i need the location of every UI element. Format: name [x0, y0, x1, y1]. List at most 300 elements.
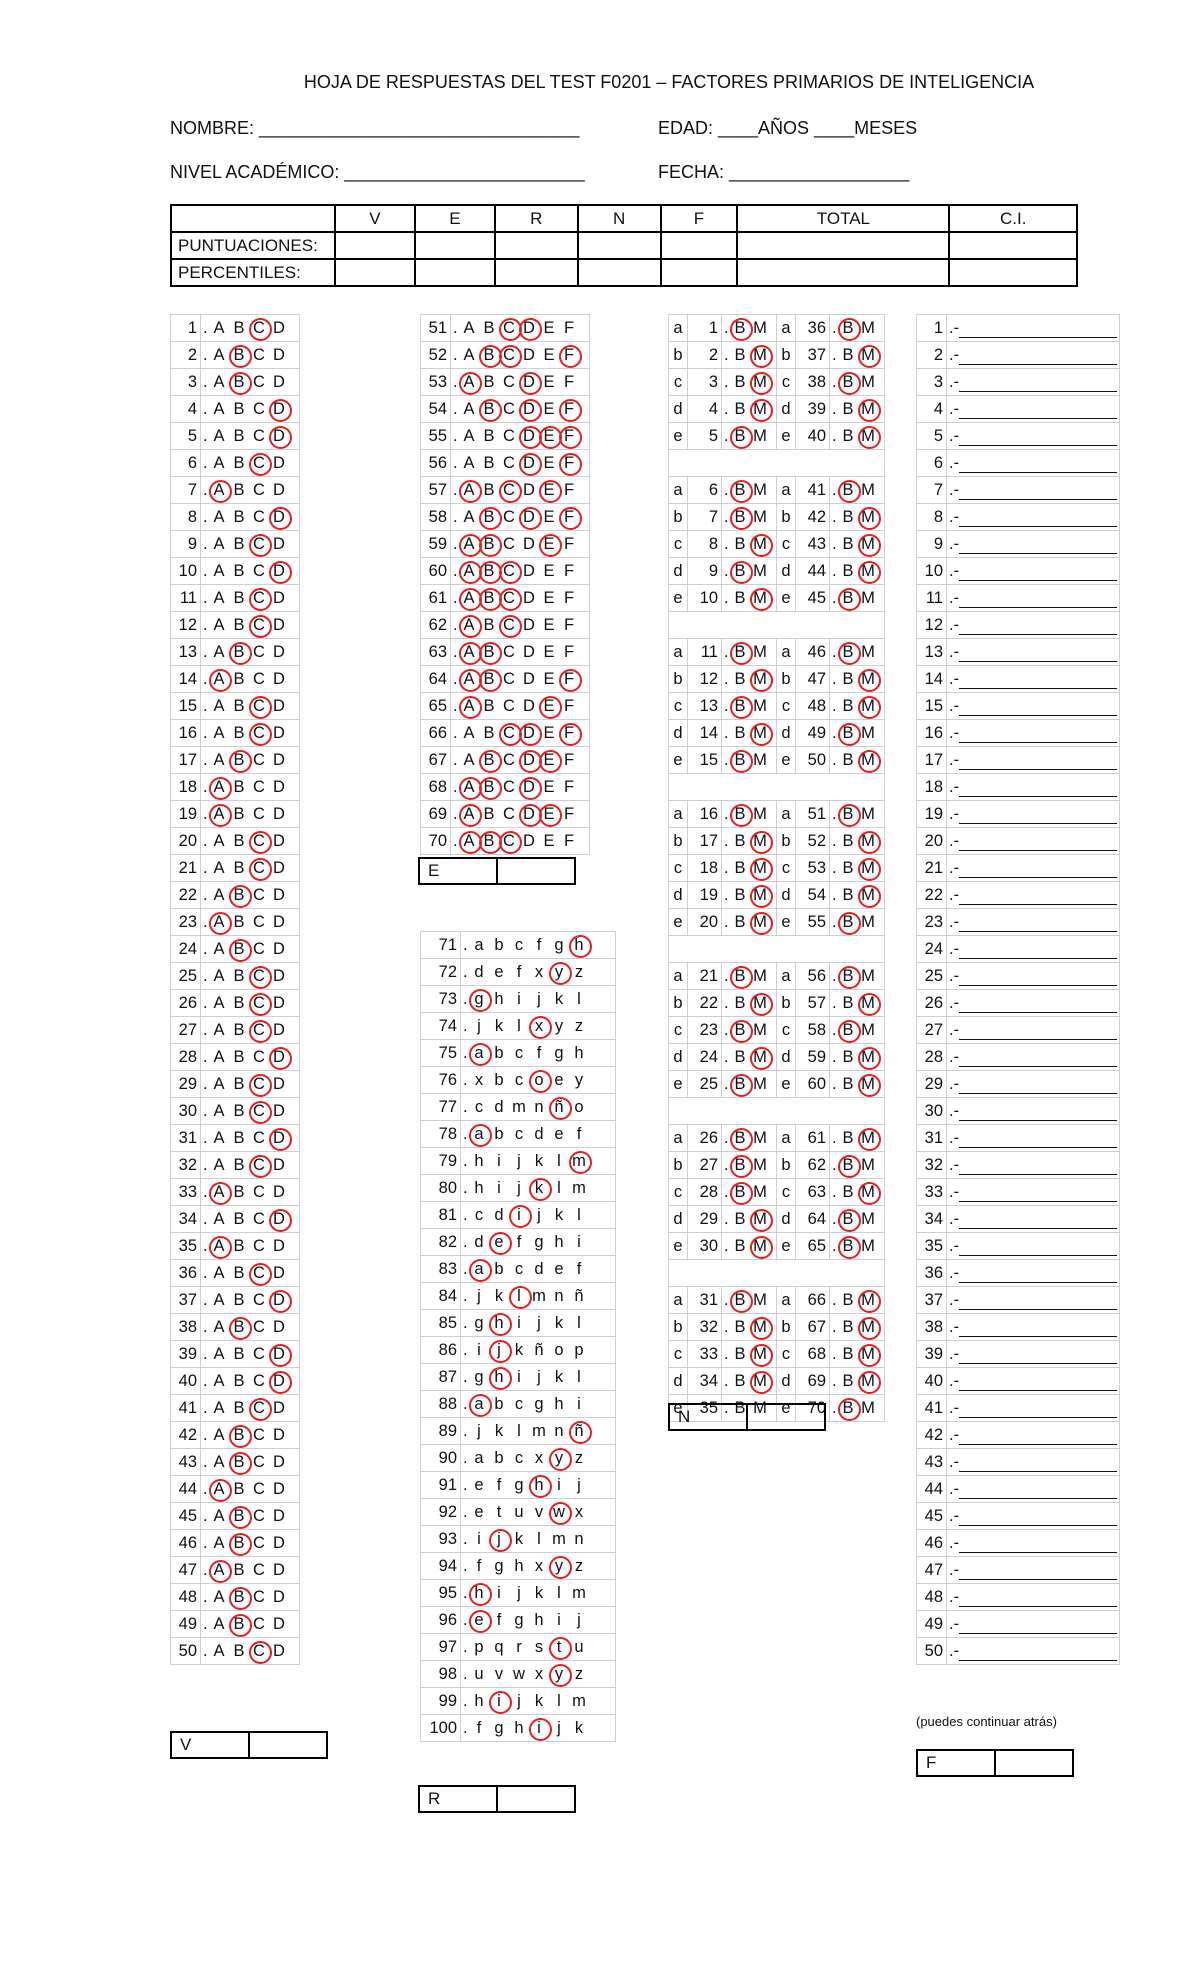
answer-line [959, 1538, 1117, 1553]
answer-option-marked: C [249, 1264, 269, 1283]
answer-option: B [233, 1290, 245, 1309]
answer-option: i [517, 1367, 521, 1386]
answer-option: D [523, 480, 535, 499]
dot: . [203, 1128, 208, 1147]
item-letter: a [669, 315, 688, 342]
answer-options [201, 855, 300, 882]
dot: . [724, 669, 729, 688]
item-letter: d [777, 1368, 796, 1395]
answer-option: D [273, 1020, 285, 1039]
question-number: 38 [796, 369, 830, 396]
table-row [917, 1017, 1120, 1044]
answer-option: x [534, 1556, 544, 1575]
answer-option: A [213, 1614, 225, 1633]
answer-option: D [273, 318, 285, 337]
answer-option: e [474, 1502, 484, 1521]
answer-options [201, 693, 300, 720]
summary-cell [737, 259, 949, 286]
answer-option: e [474, 1475, 484, 1494]
answer-options [830, 882, 885, 909]
dot: . [203, 696, 208, 715]
answer-option: j [517, 1151, 521, 1170]
question-number: 75 [421, 1040, 461, 1067]
table-row [421, 1175, 616, 1202]
dot: . [724, 534, 729, 553]
answer-option-marked: A [209, 778, 229, 797]
answer-option: C [253, 885, 265, 904]
answer-prefix: .- [949, 615, 960, 634]
answer-option-marked: C [499, 319, 519, 338]
dot: . [453, 480, 458, 499]
answer-option: h [554, 1394, 564, 1413]
answer-option: A [213, 966, 225, 985]
dot: . [832, 723, 837, 742]
question-number: 81 [421, 1202, 461, 1229]
answer-prefix: .- [949, 777, 960, 796]
question-number: 94 [421, 1553, 461, 1580]
answer-prefix: .- [949, 1479, 960, 1498]
answer-option: f [536, 935, 542, 954]
dot: . [724, 480, 729, 499]
item-letter: e [777, 1395, 796, 1422]
dot: . [453, 318, 458, 337]
dot: . [203, 1533, 208, 1552]
answer-option: u [474, 1664, 484, 1683]
answer-option: C [253, 1371, 265, 1390]
question-number: 51 [796, 801, 830, 828]
table-row [421, 585, 590, 612]
answer-option: A [463, 399, 475, 418]
table-row [421, 774, 590, 801]
block-r-table [420, 931, 616, 1742]
answer-options [830, 342, 885, 369]
question-number: 97 [421, 1634, 461, 1661]
answer-option: A [213, 318, 225, 337]
answer-line [959, 836, 1117, 851]
answer-line-cell [947, 909, 1120, 936]
table-row [171, 1422, 300, 1449]
dot: . [724, 426, 729, 445]
dot: . [203, 1641, 208, 1660]
question-number: 2 [171, 342, 201, 369]
block-n-total [668, 1403, 826, 1431]
dot: . [453, 453, 458, 472]
answer-prefix: .- [949, 1587, 960, 1606]
answer-option: D [273, 939, 285, 958]
spacer-cell [669, 450, 885, 477]
item-letter: d [777, 558, 796, 585]
summary-col-f: F [661, 205, 738, 232]
answer-option: k [514, 1340, 524, 1359]
table-row [171, 1098, 300, 1125]
answer-option-marked: M [858, 1291, 878, 1310]
answer-option: B [483, 480, 495, 499]
answer-options [830, 585, 885, 612]
answer-option: B [734, 885, 746, 904]
answer-option-marked: B [838, 1156, 858, 1175]
answer-line-cell [947, 1314, 1120, 1341]
answer-options [461, 1553, 616, 1580]
dot: . [203, 615, 208, 634]
answer-option-marked: l [509, 1287, 529, 1306]
dot: . [203, 642, 208, 661]
answer-option: B [734, 723, 746, 742]
table-row [917, 1152, 1120, 1179]
answer-option-marked: A [459, 670, 479, 689]
dot: . [724, 1290, 729, 1309]
block-f-table [916, 314, 1120, 1665]
answer-option: A [213, 345, 225, 364]
question-number: 37 [917, 1287, 947, 1314]
answer-option: l [537, 1529, 541, 1548]
table-row [917, 1071, 1120, 1098]
answer-option-marked: D [269, 562, 289, 581]
table-row [421, 1337, 616, 1364]
table-row [171, 612, 300, 639]
dot: . [203, 480, 208, 499]
answer-option: B [233, 588, 245, 607]
answer-line-cell [947, 855, 1120, 882]
dot: . [832, 426, 837, 445]
answer-option-marked: E [539, 481, 559, 500]
table-row [917, 1476, 1120, 1503]
answer-line [959, 377, 1117, 392]
answer-option: A [213, 1074, 225, 1093]
answer-option: d [474, 962, 484, 981]
answer-line [959, 1187, 1117, 1202]
question-number: 4 [171, 396, 201, 423]
question-number: 49 [796, 720, 830, 747]
answer-option-marked: B [730, 1129, 750, 1148]
answer-option-marked: M [750, 1372, 770, 1391]
block-v-total-label: V [171, 1732, 249, 1758]
answer-option-marked: A [459, 805, 479, 824]
dot: . [463, 1367, 468, 1386]
answer-line [959, 1565, 1117, 1580]
table-row [171, 315, 300, 342]
answer-option: y [554, 1016, 564, 1035]
answer-option: x [534, 1664, 544, 1683]
answer-option: A [213, 1209, 225, 1228]
answer-option-marked: C [249, 616, 269, 635]
answer-option-marked: A [459, 589, 479, 608]
question-number: 77 [421, 1094, 461, 1121]
answer-prefix: .- [949, 1074, 960, 1093]
answer-line-cell [947, 369, 1120, 396]
answer-option: i [517, 989, 521, 1008]
question-number: 4 [688, 396, 722, 423]
question-number: 15 [917, 693, 947, 720]
question-number: 55 [421, 423, 451, 450]
answer-options [461, 1472, 616, 1499]
table-row [171, 342, 300, 369]
question-number: 65 [421, 693, 451, 720]
answer-line [959, 1268, 1117, 1283]
dot: . [453, 588, 458, 607]
table-row [669, 882, 885, 909]
table-row [171, 1260, 300, 1287]
table-row [669, 1017, 885, 1044]
dot: . [832, 1020, 837, 1039]
answer-option: F [563, 372, 575, 391]
question-number: 46 [171, 1530, 201, 1557]
dot: . [463, 1502, 468, 1521]
answer-option: M [861, 912, 875, 931]
answer-line [959, 1484, 1117, 1499]
answer-options [830, 1071, 885, 1098]
item-letter: b [777, 666, 796, 693]
answer-option-marked: A [459, 697, 479, 716]
table-row [421, 1688, 616, 1715]
answer-option: h [514, 1556, 524, 1575]
answer-option-marked: A [209, 1561, 229, 1580]
answer-option-marked: A [459, 481, 479, 500]
answer-option: s [534, 1637, 544, 1656]
question-number: 12 [688, 666, 722, 693]
answer-option: B [842, 345, 854, 364]
answer-option-marked: B [229, 346, 249, 365]
answer-line [959, 404, 1117, 419]
answer-option: D [523, 615, 535, 634]
summary-table [170, 204, 1078, 287]
answer-option: B [483, 372, 495, 391]
answer-option: A [463, 453, 475, 472]
answer-option-marked: C [249, 1021, 269, 1040]
question-number: 74 [421, 1013, 461, 1040]
answer-option: C [253, 1452, 265, 1471]
answer-options [830, 693, 885, 720]
spacer-row [669, 774, 885, 801]
answer-option: g [534, 1394, 544, 1413]
answer-options [830, 477, 885, 504]
item-letter: c [669, 693, 688, 720]
answer-option-marked: B [229, 643, 249, 662]
answer-options [451, 774, 590, 801]
question-number: 20 [171, 828, 201, 855]
table-row [917, 828, 1120, 855]
question-number: 23 [171, 909, 201, 936]
dot: . [724, 318, 729, 337]
answer-options [201, 1395, 300, 1422]
answer-line-cell [947, 1206, 1120, 1233]
answer-option: E [543, 345, 555, 364]
answer-option: D [273, 723, 285, 742]
dot: . [453, 777, 458, 796]
answer-line-cell [947, 315, 1120, 342]
answer-options [201, 342, 300, 369]
table-row [917, 1314, 1120, 1341]
answer-options [201, 1341, 300, 1368]
answer-options [722, 531, 777, 558]
answer-line-cell [947, 585, 1120, 612]
answer-option: B [842, 1182, 854, 1201]
answer-options [722, 1017, 777, 1044]
dot: . [724, 1047, 729, 1066]
dot: . [203, 1371, 208, 1390]
answer-options [461, 1634, 616, 1661]
answer-line-cell [947, 1260, 1120, 1287]
answer-option-marked: M [750, 832, 770, 851]
answer-option: a [474, 1448, 484, 1467]
answer-line-cell [947, 1476, 1120, 1503]
edad-field: EDAD: ____AÑOS ____MESES [658, 118, 918, 138]
answer-option-marked: B [730, 508, 750, 527]
answer-options [201, 531, 300, 558]
dot: . [724, 399, 729, 418]
answer-prefix: .- [949, 1290, 960, 1309]
answer-option-marked: B [730, 319, 750, 338]
question-number: 8 [171, 504, 201, 531]
question-number: 21 [917, 855, 947, 882]
answer-options [201, 1314, 300, 1341]
question-number: 68 [796, 1341, 830, 1368]
answer-option: k [554, 1367, 564, 1386]
answer-option-marked: F [559, 454, 579, 473]
answer-option-marked: B [479, 751, 499, 770]
question-number: 12 [171, 612, 201, 639]
question-number: 27 [688, 1152, 722, 1179]
answer-option: k [494, 1286, 504, 1305]
answer-line [959, 1052, 1117, 1067]
answer-option: k [534, 1151, 544, 1170]
answer-option-marked: h [529, 1476, 549, 1495]
question-number: 22 [917, 882, 947, 909]
answer-option: M [861, 588, 875, 607]
answer-option-marked: ñ [569, 1422, 589, 1441]
question-number: 59 [796, 1044, 830, 1071]
answer-option-marked: M [858, 670, 878, 689]
dot: . [203, 1155, 208, 1174]
dot: . [203, 1479, 208, 1498]
question-number: 55 [796, 909, 830, 936]
answer-prefix: .- [949, 1209, 960, 1228]
question-number: 30 [171, 1098, 201, 1125]
answer-option: F [563, 534, 575, 553]
table-row [917, 1611, 1120, 1638]
answer-option-marked: D [269, 1291, 289, 1310]
answer-line [959, 1592, 1117, 1607]
answer-option: g [494, 1718, 504, 1737]
dot: . [203, 318, 208, 337]
answer-option: D [273, 1317, 285, 1336]
answer-option-marked: j [489, 1341, 509, 1360]
answer-options [451, 666, 590, 693]
question-number: 16 [917, 720, 947, 747]
summary-col-v: V [335, 205, 415, 232]
answer-options [201, 963, 300, 990]
answer-options [451, 639, 590, 666]
answer-option: D [273, 966, 285, 985]
answer-line [959, 1646, 1117, 1661]
answer-options [451, 612, 590, 639]
answer-option: C [253, 1209, 265, 1228]
answer-option: A [213, 453, 225, 472]
question-number: 7 [688, 504, 722, 531]
answer-option: B [842, 1074, 854, 1093]
block-n-table [668, 314, 885, 1422]
answer-option: f [576, 1259, 582, 1278]
dot: . [463, 1232, 468, 1251]
dot: . [463, 1556, 468, 1575]
answer-option-marked: B [730, 1075, 750, 1094]
answer-option: m [572, 1178, 586, 1197]
item-letter: d [777, 1044, 796, 1071]
answer-option: A [463, 723, 475, 742]
table-row [917, 747, 1120, 774]
answer-option: l [577, 989, 581, 1008]
question-number: 12 [917, 612, 947, 639]
answer-option: B [233, 696, 245, 715]
fecha-field: FECHA: __________________ [658, 162, 910, 182]
item-letter: a [777, 801, 796, 828]
answer-option: A [463, 507, 475, 526]
answer-line [959, 809, 1117, 824]
answer-option-marked: M [750, 535, 770, 554]
table-row [669, 585, 885, 612]
answer-option: F [563, 318, 575, 337]
item-letter: d [669, 720, 688, 747]
table-row [421, 423, 590, 450]
answer-option-marked: y [549, 1665, 569, 1684]
answer-options [201, 720, 300, 747]
answer-line-cell [947, 1503, 1120, 1530]
question-number: 63 [421, 639, 451, 666]
answer-option: B [842, 1317, 854, 1336]
answer-option: c [514, 935, 524, 954]
answer-option-marked: B [479, 643, 499, 662]
answer-option: B [233, 1398, 245, 1417]
answer-option-marked: M [858, 1345, 878, 1364]
answer-option: B [734, 669, 746, 688]
question-number: 47 [917, 1557, 947, 1584]
answer-option: A [463, 318, 475, 337]
answer-option: E [543, 831, 555, 850]
dot: . [832, 345, 837, 364]
answer-prefix: .- [949, 453, 960, 472]
dot: . [724, 507, 729, 526]
answer-option: D [273, 1155, 285, 1174]
answer-options [830, 801, 885, 828]
answer-option-marked: F [559, 670, 579, 689]
answer-option: j [537, 1367, 541, 1386]
answer-prefix: .- [949, 1425, 960, 1444]
answer-option: j [517, 1178, 521, 1197]
answer-option: A [213, 1587, 225, 1606]
table-row [917, 774, 1120, 801]
answer-option: C [503, 804, 515, 823]
item-letter: e [669, 1233, 688, 1260]
answer-option: M [753, 1128, 767, 1147]
answer-line [959, 998, 1117, 1013]
answer-options [201, 504, 300, 531]
item-letter: d [669, 558, 688, 585]
answer-option: k [554, 1313, 564, 1332]
answer-option: B [233, 1263, 245, 1282]
question-number: 50 [171, 1638, 201, 1665]
answer-option-marked: a [469, 1260, 489, 1279]
answer-option: n [574, 1529, 584, 1548]
item-letter: a [777, 1287, 796, 1314]
question-number: 89 [421, 1418, 461, 1445]
answer-option: B [842, 1047, 854, 1066]
answer-option: E [543, 561, 555, 580]
table-row [917, 1179, 1120, 1206]
question-number: 1 [917, 315, 947, 342]
answer-option: B [842, 561, 854, 580]
table-row [171, 774, 300, 801]
summary-cell [737, 232, 949, 259]
answer-option: C [503, 507, 515, 526]
